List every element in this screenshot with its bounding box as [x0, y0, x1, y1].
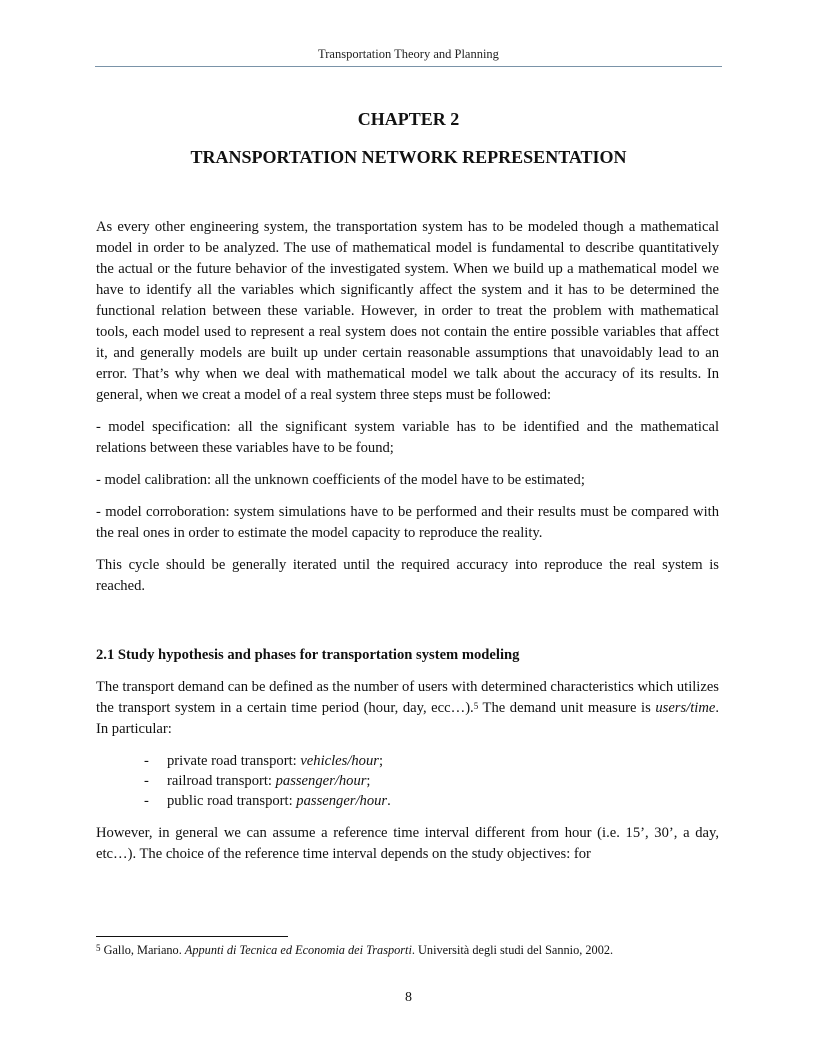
list-dash: -	[144, 753, 149, 769]
footnote-publisher: . Università degli studi del Sannio, 2002.	[411, 943, 614, 957]
footnote	[96, 942, 736, 958]
list-item-label: railroad transport:	[167, 773, 276, 789]
list-item-end: .	[387, 793, 391, 809]
demand-unit-prefix: The demand unit measure is	[478, 700, 656, 716]
list-item-label: public road transport:	[167, 793, 297, 809]
page-number: 8	[405, 990, 412, 1005]
chapter-number: CHAPTER 2	[357, 109, 460, 129]
demand-unit-list	[96, 751, 719, 811]
body-text	[96, 217, 719, 876]
header-rule	[95, 66, 722, 67]
intro-paragraph: As every other engineering system, the transportation system has to be modeled though a mathematical model in order to be analyzed. The use of mathematical model is fundamental to describe quantitatively the actual or the future behavior of the investigated system. When we build up a mathematical model we have to identify all the variables which significantly affect the system and it has to be determined the functional relation between these variable. However, in order to treat the problem with mathematical tools, each model used to represent a real system does not contain the entire possible variables that affect it, and generally models are built up under certain reasonable assumptions that unavoidably lead to an error. That’s why when we deal with mathematical model we talk about the accuracy of its results. In general, when we creat a model of a real system three steps must be followed:	[96, 219, 719, 403]
list-item-unit: passenger/hour	[296, 793, 388, 809]
demand-unit-suffix: . In particular:	[96, 700, 719, 737]
list-dash: -	[144, 773, 149, 789]
chapter-title: TRANSPORTATION NETWORK REPRESENTATION	[190, 147, 627, 167]
demand-unit: users/time	[655, 700, 716, 716]
footnote-author: Gallo, Mariano.	[100, 943, 185, 957]
list-item-label: private road transport:	[167, 753, 301, 769]
list-item-unit: vehicles/hour	[300, 753, 379, 769]
step-corroboration: - model corroboration: system simulations have to be performed and their results must be compared with the real ones in order to estimate the model capacity to reproduce the reality.	[96, 504, 719, 541]
section-heading: 2.1 Study hypothesis and phases for transportation system modeling	[96, 647, 520, 663]
list-item-end: ;	[378, 753, 384, 769]
cycle-paragraph: This cycle should be generally iterated until the required accuracy into reproduce the real system is reached.	[96, 557, 719, 594]
footnote-rule	[96, 936, 288, 937]
footnote-reference[interactable]: 5	[473, 701, 479, 711]
list-item	[144, 791, 719, 811]
step-specification: - model specification: all the significant system variable has to be identified and the mathematical relations between these variables have to be found;	[96, 419, 719, 456]
footnote-title: Appunti di Tecnica ed Economia dei Trasporti	[184, 943, 412, 957]
list-item-end: ;	[366, 773, 371, 789]
reference-interval-paragraph: However, in general we can assume a reference time interval different from hour (i.e. 15’, 30’, a day, etc…). The choice of the reference time interval depends on the study objectives: for	[96, 825, 719, 862]
demand-text: The transport demand can be defined as the number of users with determined characteristics which utilizes the transport system in a certain time period (hour, day, ecc…).	[96, 679, 719, 716]
list-item	[144, 771, 719, 791]
footnote-number: 5	[96, 943, 101, 953]
step-calibration: - model calibration: all the unknown coefficients of the model have to be estimated;	[96, 472, 585, 488]
list-item-unit: passenger/hour	[275, 773, 367, 789]
list-dash: -	[144, 793, 149, 809]
list-item	[144, 751, 719, 771]
running-header: Transportation Theory and Planning	[318, 47, 499, 61]
demand-paragraph	[96, 677, 719, 740]
